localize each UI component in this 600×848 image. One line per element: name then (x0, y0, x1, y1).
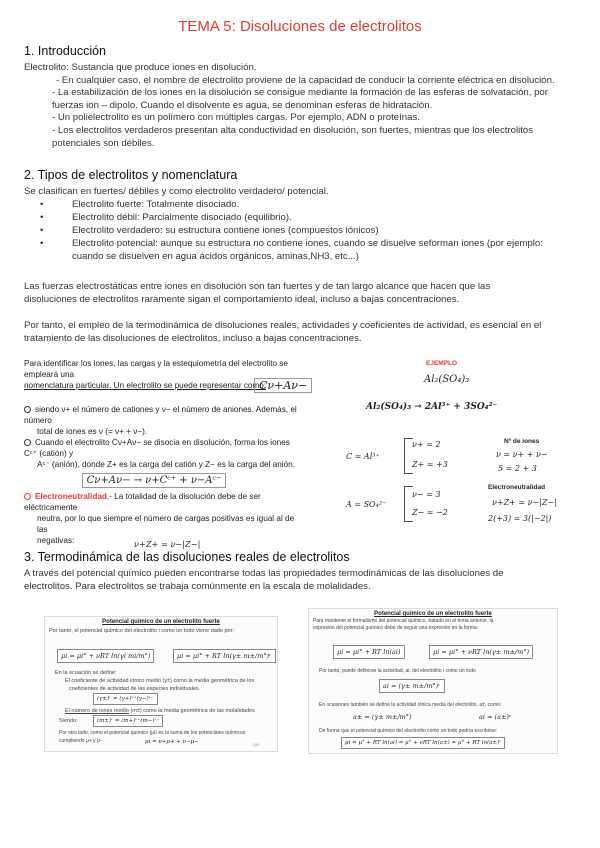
fig-line: Para identificar los iones, las cargas y la estequiometría del electrolito se empleará una (24, 359, 288, 379)
intro-line: - En cualquier caso, el nombre de electrolito proviene de la capacidad de conducir la corriente eléctrica en disolución. (56, 74, 555, 86)
equation-box: μi = μi° + RT ln(γ± m±/m°)ᵛ (173, 649, 276, 663)
equation-box: μi = μi° + νRT ln(γi mi/m°) (57, 649, 154, 663)
dissociation-formula: Cν+Aν− → ν+Cᶜ⁺ + ν−Aᶜ⁻ (82, 473, 227, 488)
equation-box: (m±)ᵛ = (m+)ᵛ⁺(m−)ᵛ⁻ (93, 715, 163, 727)
para-line: A través del potencial químico pueden encontrarse todas las propiedades termodinámicas de las disoluciones de (24, 568, 504, 579)
bullet-item (40, 199, 560, 212)
document-title: TEMA 5: Disoluciones de electrolitos (178, 18, 422, 35)
panel-text: coeficientes de actividad de las especies individuales. (69, 686, 201, 692)
fig-line: neutra, por lo que siempre el número de cargas positivas es igual al de las (37, 514, 295, 534)
bullet-icon: • (40, 199, 44, 210)
equation-box: ai = (γ± m±/m°)ᵛ (379, 679, 445, 693)
equation-box: (γ±)ᵛ = (γ+)ᵛ⁺(γ−)ᵛ⁻ (93, 693, 158, 705)
bullet-icon: • (40, 238, 44, 249)
example-label: EJEMPLO (426, 360, 458, 367)
electrolyte-formula: Cν+Aν− (254, 378, 312, 393)
bullet-text: Electrolito débil: Parcialmente disociado (equilibrio). (72, 212, 292, 223)
neutrality-formula: ν+Z+ = ν−|Z−| (134, 539, 201, 549)
chemical-potential-panel-right (308, 608, 558, 754)
ions-title: Nº de iones (504, 438, 540, 445)
panel-text: De forma que el potencial químico del electrolito como un todo podría escribirse: (319, 728, 498, 734)
neutrality-equation: ν+Z+ = ν−|Z−| (492, 498, 557, 507)
nu-plus: ν+ = 2 (412, 440, 441, 449)
para-line: disoluciones de electrolitos raramente sigan el comportamiento ideal, incluso a bajas concentraciones. (24, 293, 460, 305)
section-2-heading: 2. Tipos de electrolitos y nomenclatura (24, 168, 238, 182)
panel-text: El número de iones medio (65, 708, 129, 714)
example-reaction: Al₂(SO₄)₃ → 2Al³⁺ + 3SO₄²⁻ (366, 402, 498, 412)
ions-equation: ν = ν+ + ν− (496, 450, 548, 459)
cation-def: C = Al³⁺ (346, 452, 380, 461)
para-line: electrolitos. Para electrolitos se trabaja comúnmente en la escala de molalidades. (24, 580, 371, 592)
panel-equation: μi = ν+μ+ + ν−μ− (145, 739, 199, 745)
panel-equation: ai = (a±)ᵛ (479, 713, 512, 721)
bullet-circle-icon (24, 439, 31, 446)
neutrality-title: Electroneutralidad (488, 484, 546, 491)
bullet-text: Electrolito verdadero: su estructura contiene iones (compuestos iónicos) (72, 225, 379, 236)
panel-text: El coeficiente de actividad iónico medio (γ±) como la media geométrica de los (65, 678, 255, 684)
para-line: Por tanto, el empleo de la termodinámica de disoluciones reales, actividades y coeficientes de actividad, es esencial en el (24, 320, 542, 331)
section-1-heading: 1. Introducción (24, 44, 106, 58)
para-line: tratamiento de las disoluciones de electrolitos, incluso a bajas concentraciones. (24, 332, 362, 344)
fig-line: .- La totalidad de la disolución debe de ser eléctricamente (24, 492, 261, 512)
panel-footer: rpb (253, 742, 260, 747)
section-3-body (24, 568, 584, 593)
fig-line: negativas: (37, 536, 75, 545)
panel-title: Potencial químico de un electrolito fuerte (374, 611, 492, 617)
example-figure (336, 358, 558, 528)
bullet-circle-icon (24, 493, 31, 500)
anion-def: A = SO₄²⁻ (346, 500, 387, 509)
neutrality-values: 2(+3) = 3(|−2|) (488, 514, 552, 523)
panel-text: En ocasiones también se define la actividad iónica media del electrolito, a±, como: (319, 702, 502, 708)
fig-line: Cuando el electrolito Cν+Aν− se disocia en disolución, forma los iones Cᶜ⁺ (catión) y (24, 438, 290, 458)
bullet-item (40, 225, 560, 238)
electroneutrality-label: Electroneutralidad (35, 492, 107, 501)
bullet-item (40, 238, 560, 264)
ions-values: 5 = 2 + 3 (498, 464, 537, 473)
intro-line: - Un polielectrolito es un polímero con múltiples cargas. Por ejemplo, ADN o proteínas. (52, 112, 420, 124)
nu-minus: ν− = 3 (412, 490, 441, 499)
fig-line: nomenclatura particular. Un electrolito se puede representar como: (24, 381, 267, 390)
equation-box: μi = μ° + RT ln(ai) = μ° + νRT ln(a±) = μ° + RT ln(a±)ᵛ (341, 737, 505, 749)
panel-text: Por tanto, puede definirse la actividad, ai, del electrolito i como un todo (319, 668, 476, 674)
chemical-potential-panel-left (44, 616, 278, 752)
fig-line: Aᶜ⁻ (anión), donde Z+ es la carga del catión y Z− es la carga del anión. (37, 460, 295, 469)
panel-text: cumpliendo μ+ y μ− (59, 738, 103, 744)
bullet-icon: • (40, 225, 44, 236)
para-line: Las fuerzas electrostáticas entre iones en disolución son tan fuertes y de tan largo alcance que hacen que las (24, 281, 491, 292)
equation-box: μi = μi° + νRT ln(γ± m±/m°) (429, 645, 533, 659)
fig-line: total de iones es ν (= ν+ + ν−). (37, 427, 148, 436)
panel-text: Siendo: (59, 718, 78, 724)
bullet-icon: • (40, 212, 44, 223)
intro-line: - La estabilización de los iones en la disolución se consigue mediante la formación de las esferas de solvatación, por (52, 87, 548, 99)
panel-intro: Para mantener el formalismo del potencial químico, tratado en el tema anterior, la (313, 618, 494, 624)
section-2-intro: Se clasifican en fuertes/ débiles y como electrolito verdadero/ potencial. (24, 186, 329, 197)
fig-line: siendo ν+ el número de cationes y ν− el número de aniones. Además, el número (24, 405, 297, 425)
panel-text: Por otro lado, como el potencial químico (μi) es la suma de los potenciales químicos (59, 730, 246, 736)
panel-text: (m±) como la media geométrica de las molalidades (130, 708, 255, 714)
panel-title: Potencial químico de un electrolito fuerte (102, 619, 220, 625)
bullet-text: cuando se disuelven en agua ácidos orgánicos, aminas,NH3, etc...) (72, 251, 359, 262)
bullet-item (40, 212, 560, 225)
panel-equation: a± = (γ± m±/m°) (353, 713, 412, 721)
panel-text (65, 707, 255, 715)
bullet-text: Electrolito potencial: aunque su estructura no contiene iones, cuando se disuelve seforman iones (por ejemplo: (72, 238, 543, 249)
panel-intro: Por tanto, el potencial químico del electrolito i como un todo viene dado por: (49, 628, 234, 634)
panel-text: En la ecuación se define: (55, 670, 117, 676)
panel-intro: expresión del potencial químico debe de seguir una expresión en la forma: (313, 625, 479, 631)
bullet-circle-icon (24, 406, 31, 413)
z-plus: Z+ = +3 (412, 460, 448, 469)
intro-line: - Los electrolitos verdaderos presentan alta conductividad en disolución, son fuertes, mientras que los electrolitos (52, 124, 534, 136)
bullet-text: Electrolito fuerte: Totalmente disociado. (72, 199, 240, 210)
paragraph-thermo (24, 320, 584, 345)
paragraph-electrostatic (24, 281, 574, 306)
section-1-body (24, 62, 574, 150)
z-minus: Z− = −2 (412, 508, 448, 517)
equation-box: μi = μi° + RT ln(ai) (333, 645, 405, 659)
nomenclature-figure (24, 358, 308, 549)
example-compound: Al₂(SO₄)₃ (424, 374, 470, 385)
intro-line: potenciales son débiles. (52, 137, 155, 149)
intro-line: fuerzas ion – dipolo. Cuando el disolvente es agua, se denominan esferas de hidratación. (52, 99, 433, 111)
section-3-heading: 3. Termodinámica de las disoluciones reales de electrolitos (24, 550, 350, 564)
intro-line: Electrolito: Sustancia que produce iones en disolución. (24, 62, 257, 73)
